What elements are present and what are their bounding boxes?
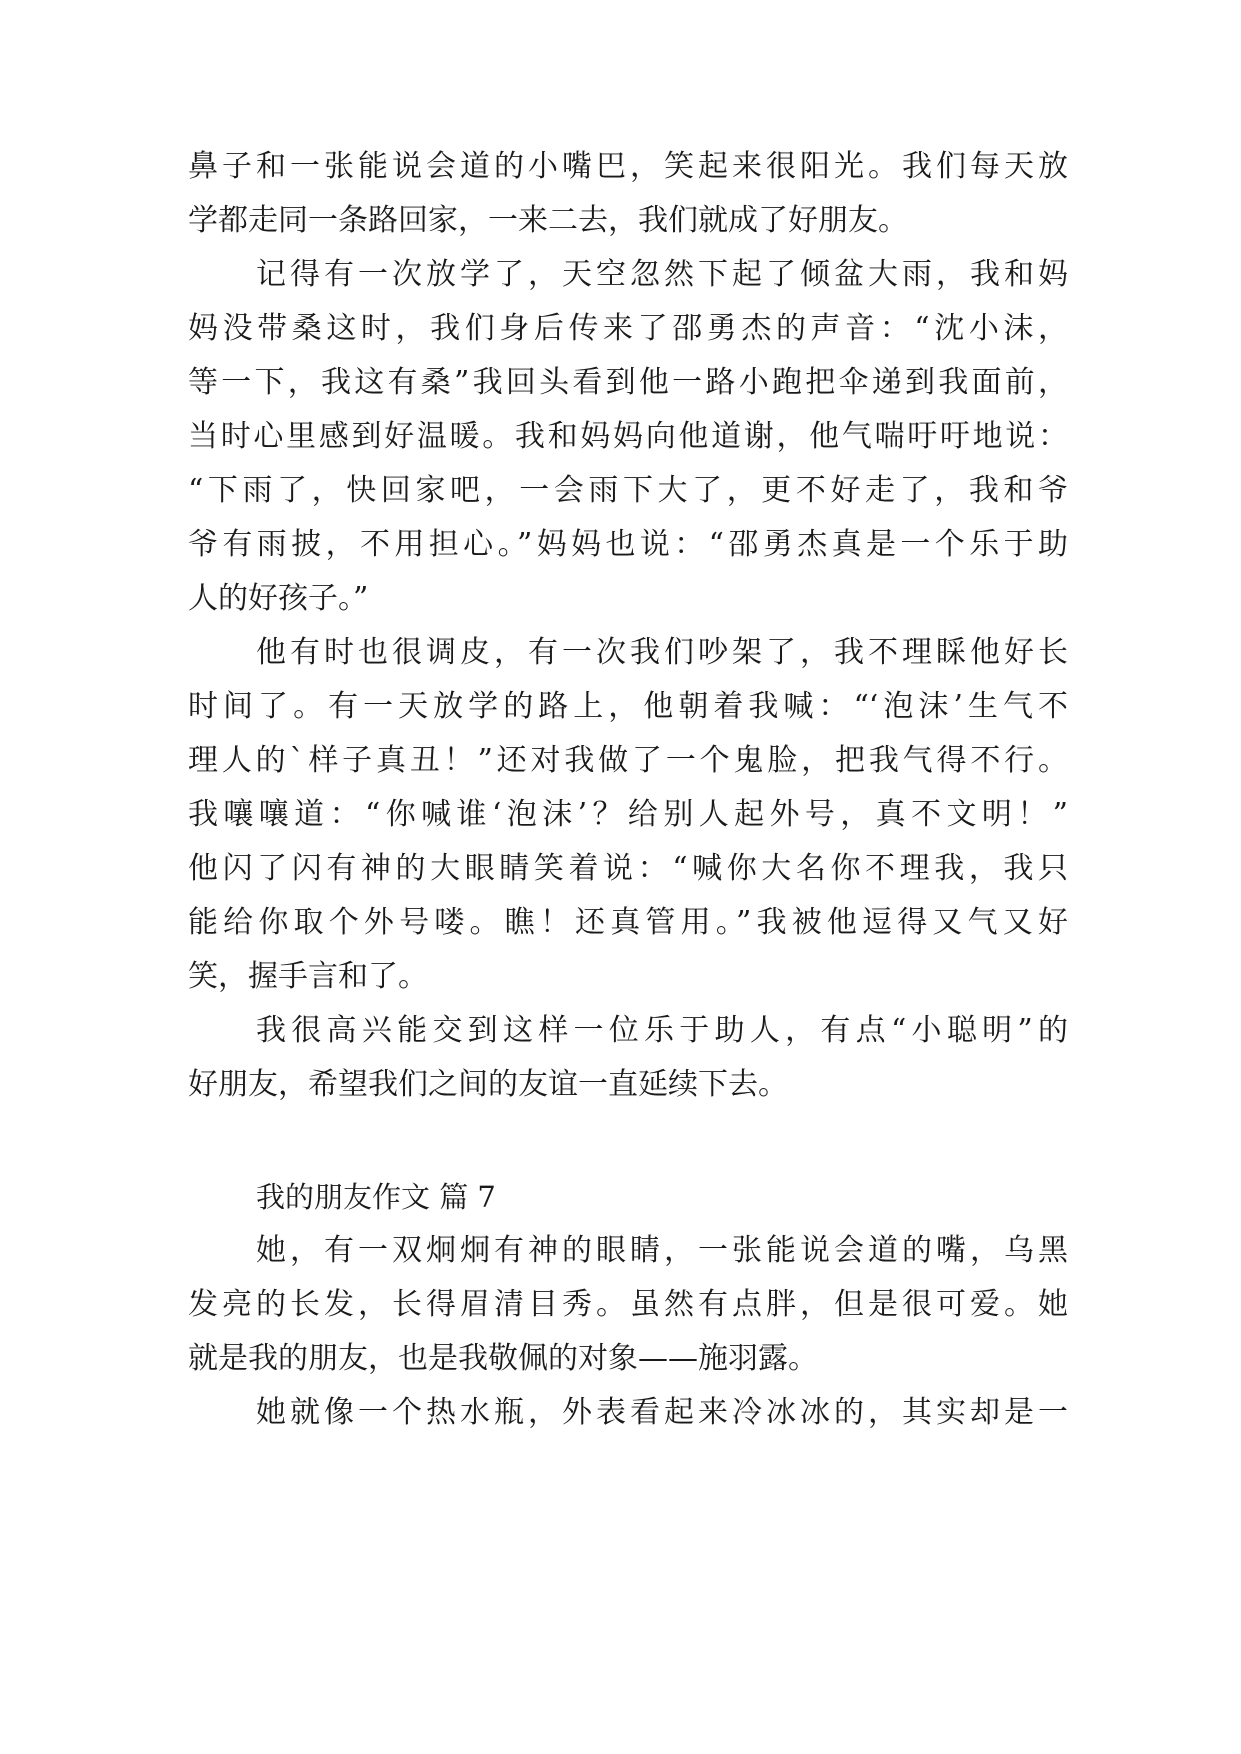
text-line: 时间了。有一天放学的路上，他朝着我喊：“‘泡沫’生气不: [188, 689, 1068, 724]
text-line: 等一下，我这有桑”我回头看到他一路小跑把伞递到我面前，: [188, 365, 1068, 400]
text-line: 她就像一个热水瓶，外表看起来冷冰冰的，其实却是一: [256, 1395, 1068, 1430]
text-line: 他闪了闪有神的大眼睛笑着说：“喊你大名你不理我，我只: [188, 851, 1068, 886]
text-line: 笑，握手言和了。: [188, 959, 428, 994]
text-line: 能给你取个外号喽。瞧！还真管用。”我被他逗得又气又好: [188, 905, 1068, 940]
text-line: 我嚷嚷道：“你喊谁‘泡沫’？给别人起外号，真不文明！”: [188, 797, 1068, 832]
text-line: 当时心里感到好温暖。我和妈妈向他道谢，他气喘吁吁地说：: [188, 419, 1068, 454]
text-line: 记得有一次放学了，天空忽然下起了倾盆大雨，我和妈: [256, 257, 1068, 292]
text-line: 妈没带桑这时，我们身后传来了邵勇杰的声音：“沈小沫，: [188, 311, 1068, 346]
text-line: “下雨了，快回家吧，一会雨下大了，更不好走了，我和爷: [188, 473, 1068, 508]
text-line: 学都走同一条路回家，一来二去，我们就成了好朋友。: [188, 203, 908, 238]
text-line: 理人的`样子真丑！”还对我做了一个鬼脸，把我气得不行。: [188, 743, 1068, 778]
section-heading: 我的朋友作文 篇 7: [256, 1180, 496, 1214]
text-line: 鼻子和一张能说会道的小嘴巴，笑起来很阳光。我们每天放: [188, 149, 1068, 184]
text-line: 人的好孩子。”: [188, 581, 369, 616]
text-line: 我很高兴能交到这样一位乐于助人，有点“小聪明”的: [256, 1013, 1068, 1048]
text-line: 爷有雨披，不用担心。”妈妈也说：“邵勇杰真是一个乐于助: [188, 527, 1068, 562]
text-line: 就是我的朋友，也是我敬佩的对象——施羽露。: [188, 1341, 818, 1376]
text-line: 他有时也很调皮，有一次我们吵架了，我不理睬他好长: [256, 635, 1068, 670]
text-line: 她，有一双炯炯有神的眼睛，一张能说会道的嘴，乌黑: [256, 1233, 1068, 1268]
text-line: 发亮的长发，长得眉清目秀。虽然有点胖，但是很可爱。她: [188, 1287, 1068, 1322]
text-line: 好朋友，希望我们之间的友谊一直延续下去。: [188, 1067, 788, 1102]
